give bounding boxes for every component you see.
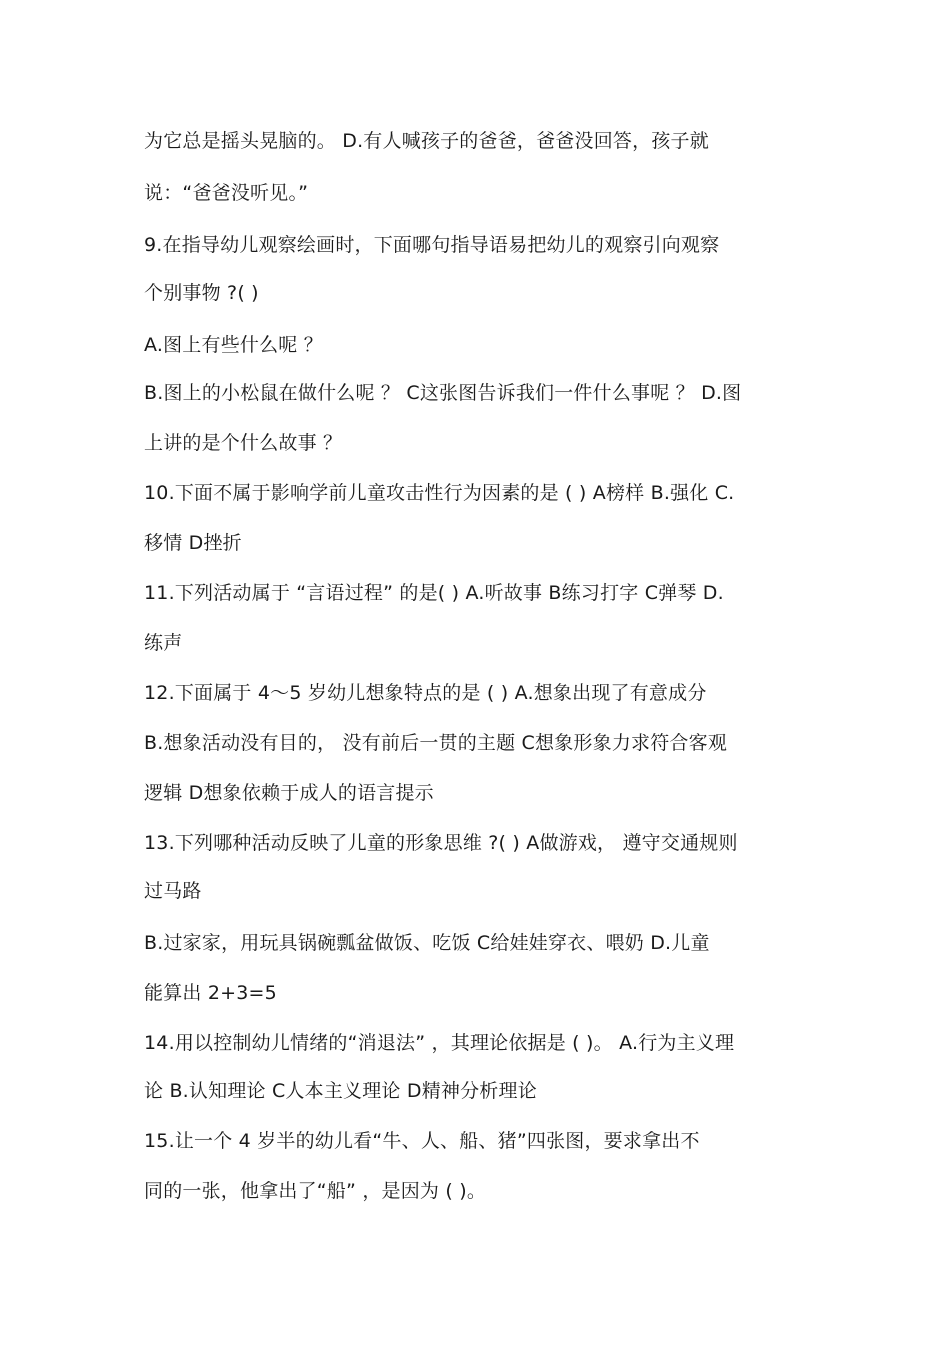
question-12-line: 12.下面属于 4～5 岁幼儿想象特点的是 ( ) A.想象出现了有意成分 <box>144 682 707 704</box>
text-line: 论 B.认知理论 C人本主义理论 D精神分析理论 <box>144 1080 537 1102</box>
text-line: 练声 <box>144 632 183 654</box>
question-10-line: 10.下面不属于影响学前儿童攻击性行为因素的是 ( ) A榜样 B.强化 C. <box>144 482 735 504</box>
text-line: 逻辑 D想象依赖于成人的语言提示 <box>144 782 434 804</box>
text-line: 个别事物 ?( ) <box>144 282 259 304</box>
question-9-line: 9.在指导幼儿观察绘画时，下面哪句指导语易把幼儿的观察引向观察 <box>144 234 720 256</box>
text-line: 为它总是摇头晃脑的。 D.有人喊孩子的爸爸，爸爸没回答，孩子就 <box>144 130 709 152</box>
option-line: B.过家家，用玩具锅碗瓢盆做饭、吃饭 C给娃娃穿衣、喂奶 D.儿童 <box>144 932 710 954</box>
option-line: B.想象活动没有目的， 没有前后一贯的主题 C想象形象力求符合客观 <box>144 732 728 754</box>
text-line: 过马路 <box>144 880 202 902</box>
text-line: 同的一张，他拿出了“船” ，是因为 ( )。 <box>144 1180 487 1202</box>
option-line: A.图上有些什么呢 ？ <box>144 334 323 356</box>
option-line: B.图上的小松鼠在做什么呢 ？ C这张图告诉我们一件什么事呢 ？ D.图 <box>144 382 742 404</box>
text-line: 移情 D挫折 <box>144 532 242 554</box>
question-14-line: 14.用以控制幼儿情绪的“消退法” ，其理论依据是 ( )。 A.行为主义理 <box>144 1032 735 1054</box>
text-line: 说：“爸爸没听见。” <box>144 182 309 204</box>
text-line: 能算出 2+3=5 <box>144 982 277 1004</box>
question-15-line: 15.让一个 4 岁半的幼儿看“牛、人、船、猪”四张图，要求拿出不 <box>144 1130 700 1152</box>
question-11-line: 11.下列活动属于 “言语过程” 的是( ) A.听故事 B练习打字 C弹琴 D. <box>144 582 724 604</box>
question-13-line: 13.下列哪种活动反映了儿童的形象思维 ?( ) A做游戏， 遵守交通规则 <box>144 832 738 854</box>
text-line: 上讲的是个什么故事 ？ <box>144 432 343 454</box>
